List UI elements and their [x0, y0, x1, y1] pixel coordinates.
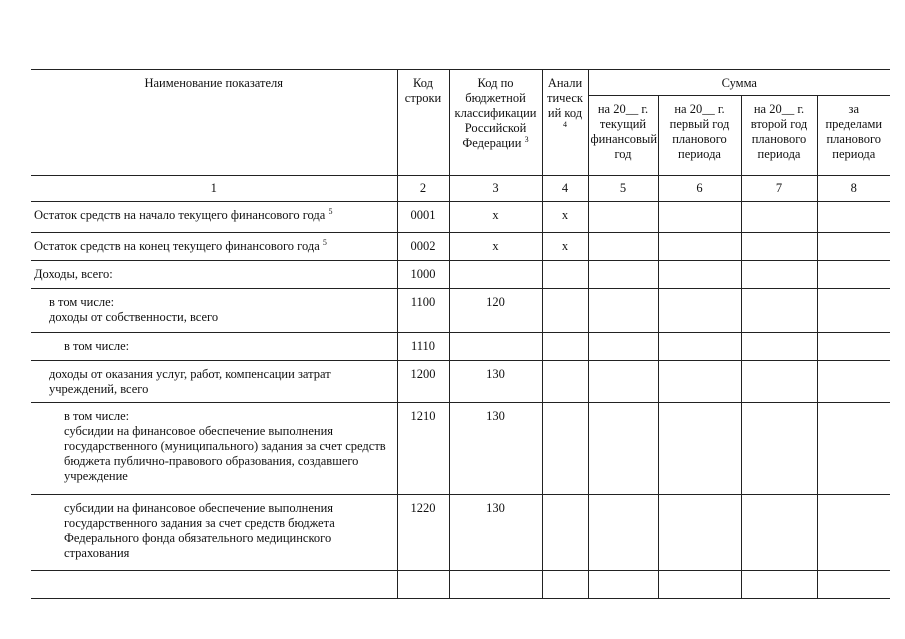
row-value-cell[interactable]	[741, 495, 817, 571]
column-number: 5	[588, 176, 658, 202]
row-note: 5	[322, 237, 327, 247]
row-budget-code: 130	[449, 495, 542, 571]
row-value-cell[interactable]	[741, 233, 817, 261]
row-code: 1210	[397, 403, 449, 495]
header-name: Наименование показателя	[31, 70, 397, 176]
row-name-text: доходы от собственности, всего	[49, 310, 219, 324]
financial-plan-table	[31, 69, 890, 599]
row-value-cell[interactable]	[741, 202, 817, 233]
row-value-cell[interactable]	[658, 261, 741, 289]
header-row-1	[31, 70, 890, 96]
row-value-cell[interactable]	[658, 202, 741, 233]
row-budget-code: 130	[449, 403, 542, 495]
row-analytic-code	[542, 571, 588, 599]
row-budget-code	[449, 571, 542, 599]
column-number: 7	[741, 176, 817, 202]
row-note: 5	[328, 206, 333, 216]
table-row	[31, 233, 890, 261]
row-value-cell[interactable]	[588, 261, 658, 289]
row-code: 1200	[397, 361, 449, 403]
row-name-text: Остаток средств на начало текущего финансового года	[34, 208, 326, 222]
row-analytic-code	[542, 403, 588, 495]
row-value-cell[interactable]	[588, 289, 658, 333]
row-name	[31, 289, 397, 333]
row-value-cell[interactable]	[741, 403, 817, 495]
row-budget-code	[449, 261, 542, 289]
header-row-code: Код строки	[397, 70, 449, 176]
row-budget-code	[449, 333, 542, 361]
row-value-cell[interactable]	[741, 289, 817, 333]
column-number: 8	[817, 176, 890, 202]
row-budget-code: 120	[449, 289, 542, 333]
row-name	[31, 571, 397, 599]
column-number: 4	[542, 176, 588, 202]
row-name-text: Остаток средств на конец текущего финансового года	[34, 239, 320, 253]
row-value-cell[interactable]	[741, 571, 817, 599]
column-numbers-row	[31, 176, 890, 202]
row-code	[397, 571, 449, 599]
row-code: 1110	[397, 333, 449, 361]
row-value-cell[interactable]	[588, 403, 658, 495]
header-year-current: на 20__ г. текущий финансовый год	[588, 96, 658, 176]
header-year-beyond: за пределами планового периода	[817, 96, 890, 176]
row-name: в том числе:	[31, 333, 397, 361]
row-name	[31, 202, 397, 233]
row-value-cell[interactable]	[817, 361, 890, 403]
column-number: 2	[397, 176, 449, 202]
row-code: 1220	[397, 495, 449, 571]
row-value-cell[interactable]	[588, 361, 658, 403]
row-analytic-code: x	[542, 233, 588, 261]
row-code: 1100	[397, 289, 449, 333]
row-prefix: в том числе:	[49, 295, 115, 309]
header-analytic-code-note: 4	[563, 119, 567, 129]
row-name: доходы от оказания услуг, работ, компенсации затрат учреждений, всего	[31, 361, 397, 403]
header-sum: Сумма	[588, 70, 890, 96]
table-row	[31, 289, 890, 333]
table-row	[31, 261, 890, 289]
row-analytic-code	[542, 289, 588, 333]
row-value-cell[interactable]	[658, 571, 741, 599]
header-year-first: на 20__ г. первый год планового периода	[658, 96, 741, 176]
row-value-cell[interactable]	[817, 571, 890, 599]
document-page	[31, 69, 890, 599]
row-value-cell[interactable]	[658, 233, 741, 261]
row-code: 0001	[397, 202, 449, 233]
row-value-cell[interactable]	[817, 403, 890, 495]
row-value-cell[interactable]	[588, 202, 658, 233]
row-value-cell[interactable]	[588, 333, 658, 361]
row-value-cell[interactable]	[817, 495, 890, 571]
header-analytic-code-text: Анали тическ ий код	[547, 76, 583, 120]
row-value-cell[interactable]	[817, 289, 890, 333]
row-value-cell[interactable]	[588, 233, 658, 261]
table-row	[31, 333, 890, 361]
row-value-cell[interactable]	[658, 333, 741, 361]
row-value-cell[interactable]	[741, 333, 817, 361]
row-code: 0002	[397, 233, 449, 261]
row-budget-code: 130	[449, 361, 542, 403]
row-prefix: в том числе:	[64, 409, 130, 423]
header-budget-code	[449, 70, 542, 176]
row-name	[31, 403, 397, 495]
table-row	[31, 495, 890, 571]
row-analytic-code	[542, 333, 588, 361]
header-budget-code-note: 3	[524, 134, 529, 144]
row-value-cell[interactable]	[817, 333, 890, 361]
row-value-cell[interactable]	[741, 361, 817, 403]
row-analytic-code	[542, 261, 588, 289]
row-analytic-code: x	[542, 202, 588, 233]
row-value-cell[interactable]	[588, 495, 658, 571]
column-number: 1	[31, 176, 397, 202]
row-value-cell[interactable]	[741, 261, 817, 289]
row-value-cell[interactable]	[588, 571, 658, 599]
row-value-cell[interactable]	[817, 233, 890, 261]
row-name: субсидии на финансовое обеспечение выполнения государственного задания за счет средств бюджета Федерального фонда обязательного медицинского страхования	[31, 495, 397, 571]
row-budget-code: x	[449, 202, 542, 233]
header-budget-code-text: Код по бюджетной классификации Российской Федерации	[454, 76, 537, 150]
row-value-cell[interactable]	[817, 202, 890, 233]
row-value-cell[interactable]	[658, 495, 741, 571]
row-code: 1000	[397, 261, 449, 289]
row-budget-code: x	[449, 233, 542, 261]
header-year-second: на 20__ г. второй год планового периода	[741, 96, 817, 176]
row-analytic-code	[542, 495, 588, 571]
table-row	[31, 403, 890, 495]
column-number: 6	[658, 176, 741, 202]
table-row	[31, 361, 890, 403]
row-name: Доходы, всего:	[31, 261, 397, 289]
row-analytic-code	[542, 361, 588, 403]
row-value-cell[interactable]	[658, 403, 741, 495]
table-row	[31, 202, 890, 233]
header-analytic-code	[542, 70, 588, 176]
table-row	[31, 571, 890, 599]
row-value-cell[interactable]	[658, 289, 741, 333]
row-name-text: субсидии на финансовое обеспечение выполнения государственного (муниципального) задания за счет средств бюджета публично-правового образования, создавшего учреждение	[64, 424, 386, 483]
row-value-cell[interactable]	[817, 261, 890, 289]
row-value-cell[interactable]	[658, 361, 741, 403]
row-name	[31, 233, 397, 261]
column-number: 3	[449, 176, 542, 202]
